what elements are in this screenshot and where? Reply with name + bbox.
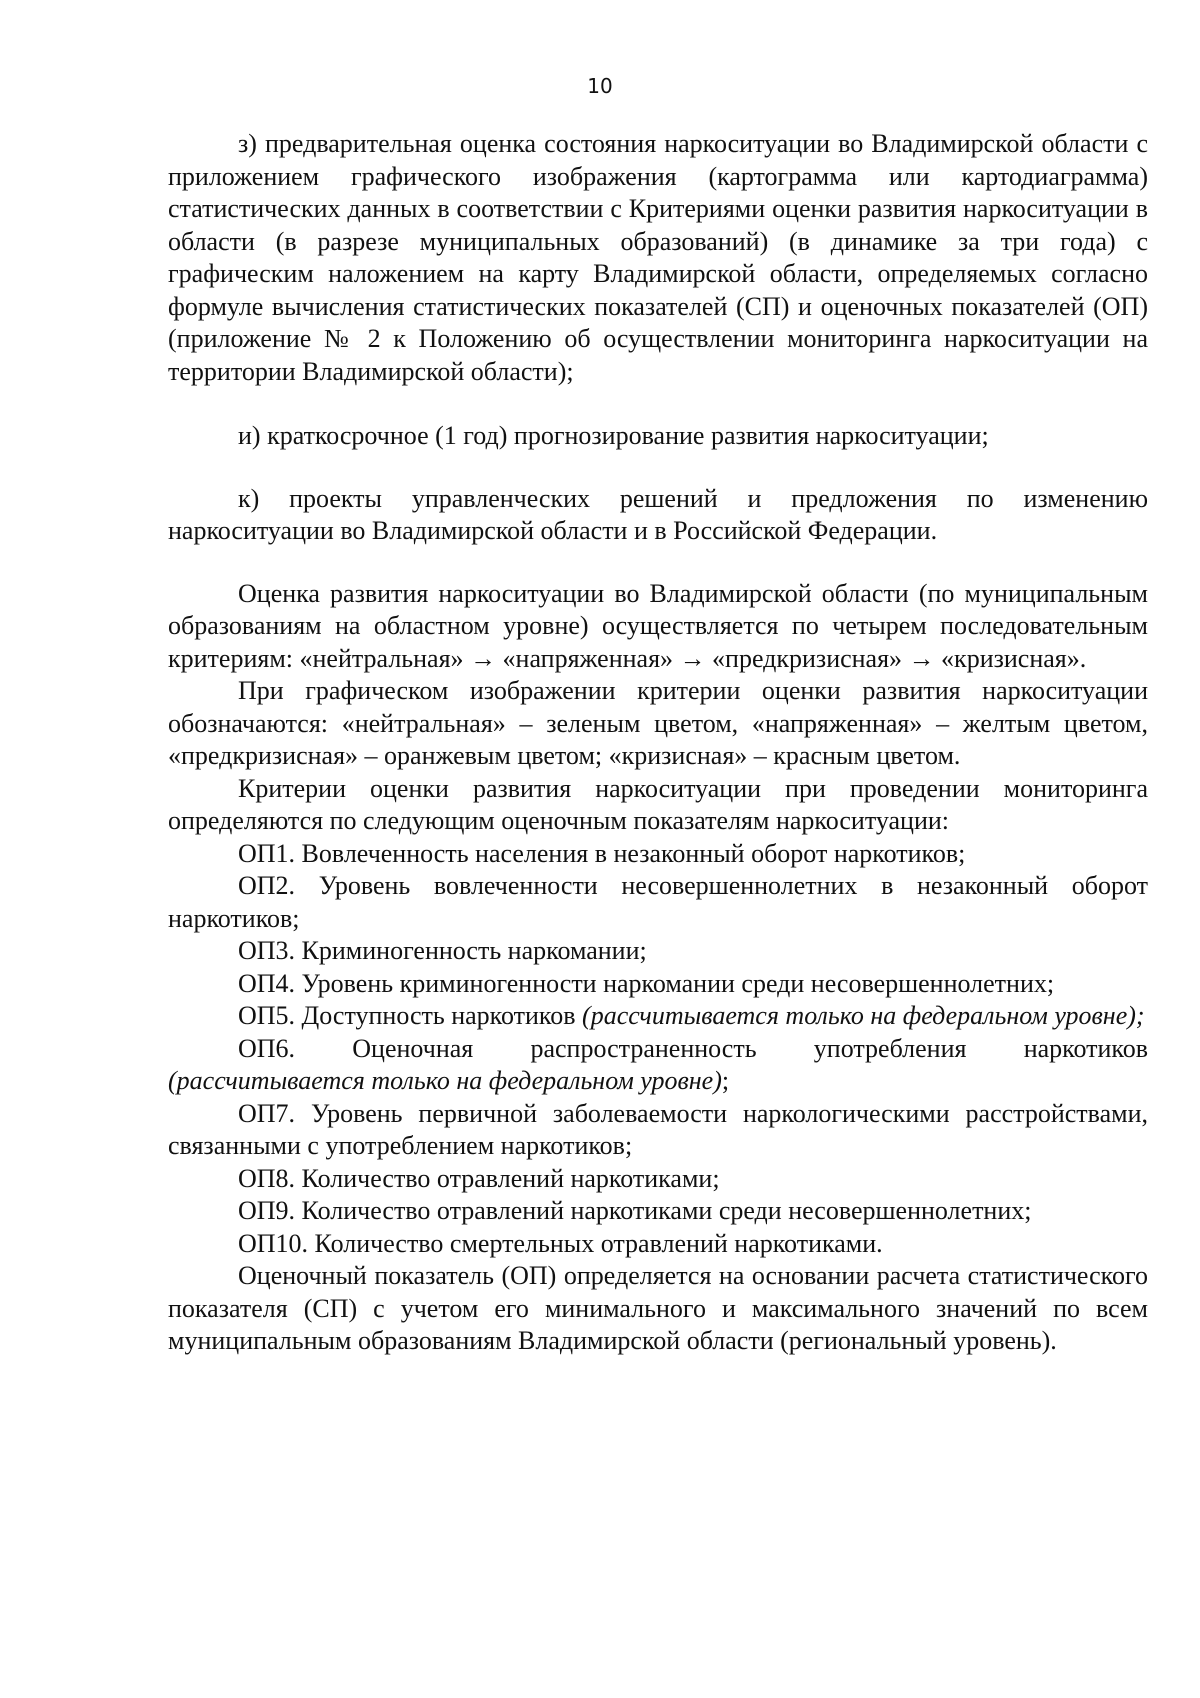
indicator-op1: ОП1. Вовлеченность населения в незаконный оборот наркотиков;: [238, 838, 966, 868]
indicator-op5-text: ОП5. Доступность наркотиков: [238, 1001, 583, 1030]
indicator-op10: ОП10. Количество смертельных отравлений наркотиками.: [238, 1228, 883, 1258]
paragraph-z: з) предварительная оценка состояния наркоситуации во Владимирской области с приложением графического изображения (картограмма или картодиаграмма) статистических данных в соответствии с Критериями оценки развития наркоситуации в области (в разрезе муниципальных образований) (в динамике за три года) с графическим наложением на карту Владимирской области, определяемых согласно формуле вычисления статистических показателей (СП) и оценочных показателей (ОП) (приложение № 2 к Положению об осуществлении мониторинга наркоситуации на территории Владимирской области);: [168, 129, 1148, 386]
page-number: 10: [587, 74, 613, 98]
paragraph-i: и) краткосрочное (1 год) прогнозирование развития наркоситуации;: [238, 421, 989, 450]
indicator-op6: [168, 1033, 1148, 1098]
paragraph-criteria-intro: Критерии оценки развития наркоситуации при проведении мониторинга определяются по следующим оценочным показателям наркоситуации:: [168, 773, 1148, 835]
paragraph-final: Оценочный показатель (ОП) определяется на основании расчета статистического показателя (СП) с учетом его минимального и максимального значений по всем муниципальным образованиям Владимирской области (региональный уровень).: [168, 1261, 1148, 1355]
indicator-op2: ОП2. Уровень вовлеченности несовершеннолетних в незаконный оборот наркотиков;: [168, 871, 1148, 933]
indicator-op6-note: (рассчитывается только на федеральном уровне): [168, 1066, 722, 1095]
paragraph-colors: При графическом изображении критерии оценки развития наркоситуации обозначаются: «нейтральная» – зеленым цветом, «напряженная» – желтым цветом, «предкризисная» – оранжевым цветом; «кризисная» – красным цветом.: [168, 676, 1148, 770]
document-body: [168, 128, 1148, 1358]
paragraph-assessment: Оценка развития наркоситуации во Владимирской области (по муниципальным образованиям на областном уровне) осуществляется по четырем последовательным критериям: «нейтральная» → «напряженная» → «предкризисная» → «кризисная».: [168, 578, 1148, 673]
indicator-op3: ОП3. Криминогенность наркомании;: [238, 936, 647, 965]
paragraph-k: к) проекты управленческих решений и предложения по изменению наркоситуации во Владимирской области и в Российской Федерации.: [168, 483, 1148, 545]
indicator-op6-text: ОП6. Оценочная распространенность употребления наркотиков: [238, 1033, 1148, 1063]
indicator-op6-end: ;: [721, 1066, 730, 1095]
indicator-op7: ОП7. Уровень первичной заболеваемости наркологическими расстройствами, связанными с употреблением наркотиков;: [168, 1098, 1148, 1160]
indicator-op5: [168, 1000, 1148, 1033]
indicator-op9: ОП9. Количество отравлений наркотиками среди несовершеннолетних;: [238, 1196, 1032, 1225]
indicator-op4: ОП4. Уровень криминогенности наркомании среди несовершеннолетних;: [238, 968, 1055, 998]
indicator-op5-note: (рассчитывается только на федеральном уровне);: [582, 1001, 1145, 1030]
indicator-op8: ОП8. Количество отравлений наркотиками;: [238, 1163, 720, 1193]
